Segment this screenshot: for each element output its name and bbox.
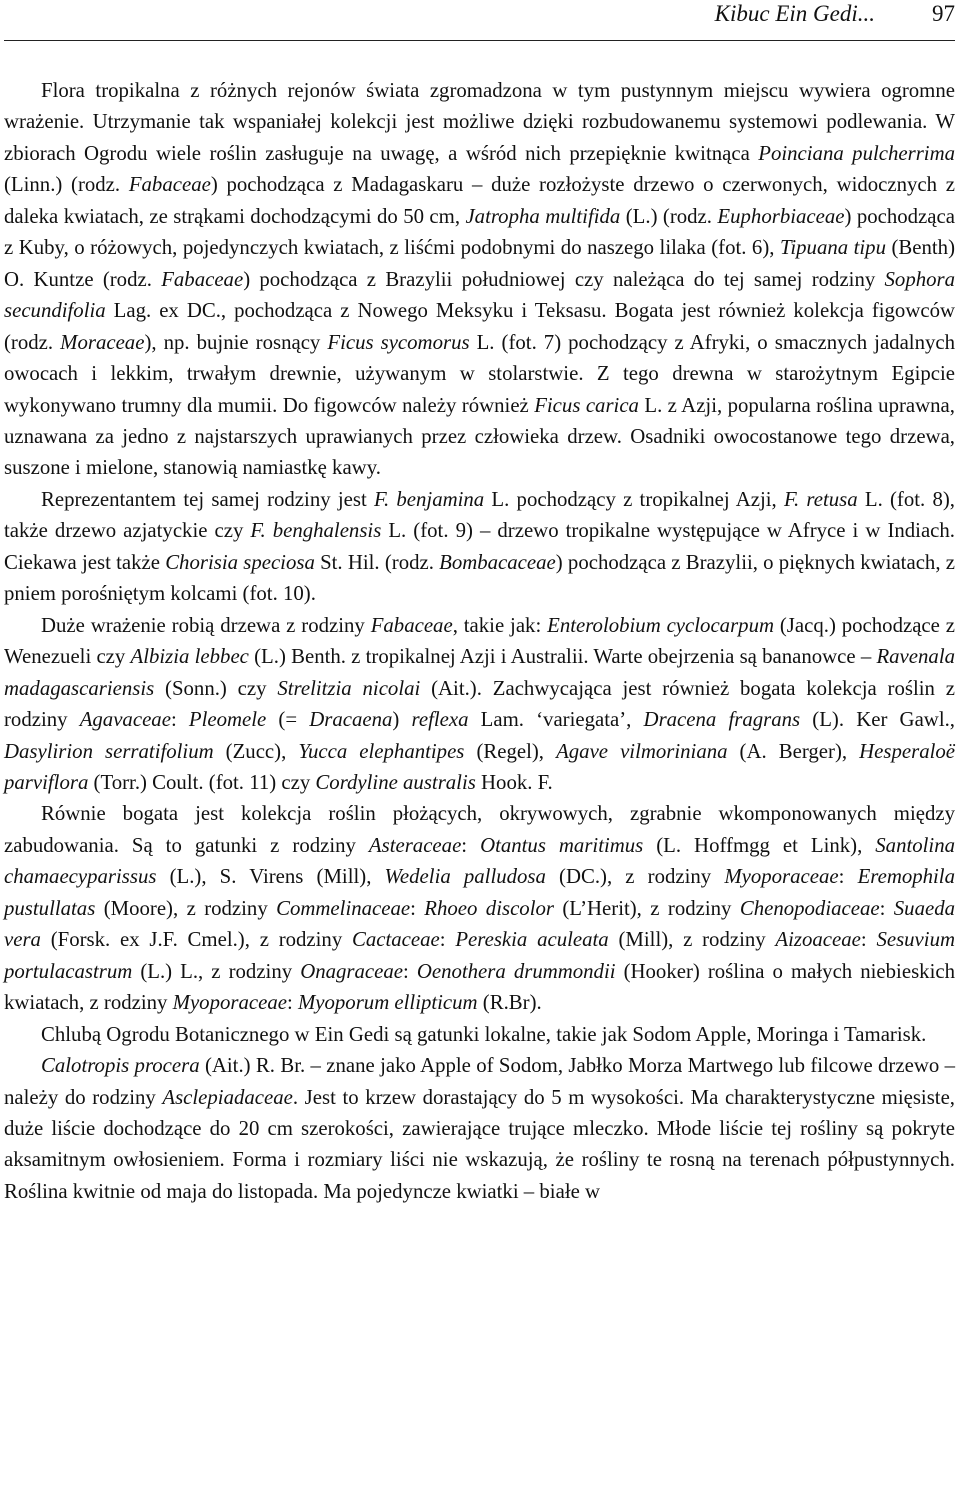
italic-text-run: Moraceae [60, 330, 145, 354]
italic-text-run: Sophora secundifolia [4, 267, 956, 323]
text-run: : [838, 865, 858, 889]
paragraph [4, 75, 955, 484]
text-run: : [410, 896, 425, 920]
italic-text-run: Pereskia aculeata [455, 928, 609, 952]
text-run: Flora tropikalna z różnych rejonów świata zgromadzona w tym pustynnym miejscu wywiera ogromne wrażenie. Utrzymanie tak wspaniałej kolekcji jest możliwe dzięki rozbudowanemu systemowi podlewania. W zbiorach Ogrodu wiele roślin zasługuje na uwagę, a wśród nich przepięknie kwitnąca [4, 79, 955, 165]
italic-text-run: Agavaceae [79, 708, 171, 732]
italic-text-run: F. benjamina [373, 487, 485, 511]
italic-text-run: Bombacaceae [439, 550, 556, 574]
italic-text-run: Ficus sycomorus [327, 330, 470, 354]
paragraph [4, 1050, 955, 1207]
italic-text-run: Aizoaceae [775, 928, 861, 952]
paragraph [4, 484, 955, 610]
text-run: ) pochodząca z Madagaskaru – duże rozłożyste drzewo o czerwonych, widocznych z daleka kwiatach, ze strąkami dochodzącymi do 50 cm, [4, 173, 955, 228]
text-run: ), np. bujnie rosnący [144, 330, 328, 354]
text-run: (= [266, 708, 310, 732]
paragraph [4, 610, 955, 799]
text-run: Chlubą Ogrodu Botanicznego w Ein Gedi są gatunki lokalne, takie jak Sodom Apple, Moringa i Tamarisk. [41, 1022, 927, 1046]
text-run: (Jacq.) pochodzące z Wenezueli czy [4, 613, 955, 669]
text-run: Równie bogata jest kolekcja roślin płożących, okrywowych, zgrabnie wkomponowanych między zabudowania. Są to gatunki z rodziny [4, 802, 955, 857]
text-run: : [860, 928, 877, 952]
italic-text-run: Euphorbiaceae [717, 204, 845, 228]
italic-text-run: Fabaceae [370, 613, 453, 637]
text-run: (Ait.). Zachwycająca jest również bogata kolekcja roślin z rodziny [4, 676, 955, 732]
italic-text-run: Asteraceae [368, 833, 462, 857]
text-run: L. pochodzący z tropikalnej Azji, [484, 487, 784, 511]
italic-text-run: Rhoeo discolor [424, 896, 554, 920]
text-run: : [170, 708, 189, 732]
text-run: (Mill), z rodziny [608, 928, 776, 952]
text-run: (L. Hoffmgg et Link), [643, 833, 876, 857]
italic-text-run: Sesuvium portulacastrum [4, 928, 955, 983]
italic-text-run: Fabaceae [161, 267, 244, 291]
italic-text-run: Chenopodiaceae [739, 896, 880, 920]
italic-text-run: Onagraceae [300, 959, 403, 983]
text-run: (Ait.) R. Br. – znane jako Apple of Sodom, Jabłko Morza Martwego lub filcowe drzewo – należy do rodziny [4, 1054, 955, 1109]
italic-text-run: Myoporaceae [724, 865, 839, 889]
italic-text-run: Albizia lebbec [130, 645, 249, 669]
italic-text-run: Myoporum ellipticum [297, 991, 478, 1015]
paragraph [4, 1019, 955, 1050]
text-run: L. (fot. 7) pochodzący z Afryki, o smacznych jadalnych owocach i lekkim, trwałym drewnie, używanym w stolarstwie. Z tego drewna w starożytnym Egipcie wykonywano trumny dla mumii. Do figowców należy również [4, 330, 956, 417]
text-run: (Linn.) (rodz. [4, 173, 129, 197]
text-run: , takie jak: [452, 613, 548, 637]
italic-text-run: Dracaena [309, 708, 393, 732]
text-run: (Benth) O. Kuntze (rodz. [4, 236, 955, 291]
text-run: Lam. ‘variegata’, [468, 708, 644, 732]
text-run: (Zucc), [213, 739, 299, 763]
italic-text-run: Agave vilmoriniana [556, 739, 728, 763]
text-run: L. (fot. 9) – drzewo tropikalne występujące w Afryce i w Indiach. Ciekawa jest także [4, 519, 956, 574]
italic-text-run: Jatropha multifida [465, 204, 621, 228]
italic-text-run: F. benghalensis [250, 519, 382, 543]
italic-text-run: Chorisia speciosa [165, 550, 315, 574]
italic-text-run: Fabaceae [128, 173, 211, 197]
text-run: . Jest to krzew dorastający do 5 m wysokości. Ma charakterystyczne mięsiste, duże liście dochodzące do 20 cm szerokości, zawierające trujące mleczko. Młode liście tej rośliny są pokryte aksamitnym owłosieniem. Forma i rozmiary liści nie wskazują, że rośliny te rosną na terenach półpustynnych. Roślina kwitnie od maja do listopada. Ma pojedyncze kwiatki – białe w [4, 1085, 955, 1203]
text-run: ) pochodząca z Brazylii południowej czy należąca do tej samej rodziny [243, 267, 885, 291]
text-run: ) pochodząca z Brazylii, o pięknych kwiatach, z pniem porośniętym kolcami (fot. 10). [4, 550, 955, 606]
running-header [4, 0, 955, 41]
text-run: (Hooker) roślina o małych niebieskich kwiatach, z rodziny [4, 959, 955, 1015]
page-number: 97 [932, 1, 955, 26]
italic-text-run: Oenothera drummondii [416, 959, 616, 983]
text-run: (DC.), z rodziny [545, 865, 725, 889]
italic-text-run: Ravenala madagascariensis [4, 645, 955, 700]
text-run: : [879, 896, 894, 920]
italic-text-run: Suaeda vera [4, 896, 955, 952]
text-run: Hook. F. [475, 770, 553, 794]
text-run: ) pochodząca z Kuby, o różowych, pojedynczych kwiatach, z liśćmi podobnymi do naszego lilaka (fot. 6), [4, 204, 955, 260]
italic-text-run: Asclepiadaceae [162, 1085, 293, 1109]
body-text [4, 75, 955, 1207]
italic-text-run: Wedelia palludosa [384, 865, 546, 889]
italic-text-run: Pleomele [188, 708, 267, 732]
text-run: L. z Azji, popularna roślina uprawna, uznawana za jedno z najstarszych uprawianych przez człowieka drzew. Osadniki owocostanowe tego drzewa, suszone i mielone, stanowią namiastkę kawy. [4, 393, 955, 480]
text-run: (L.) (rodz. [620, 204, 718, 228]
text-run: Duże wrażenie robią drzewa z rodziny [41, 613, 371, 637]
text-run: Lag. ex DC., pochodząca z Nowego Meksyku i Teksasu. Bogata jest również kolekcja figowców (rodz. [4, 299, 955, 354]
text-run: (L’Herit), z rodziny [553, 896, 740, 920]
text-run: : [439, 928, 456, 952]
text-run: St. Hil. (rodz. [314, 550, 440, 574]
italic-text-run: Calotropis procera [41, 1054, 200, 1078]
text-run: L. (fot. 8), także drzewo azjatyckie czy [4, 487, 955, 543]
text-run: (L). Ker Gawl., [800, 708, 956, 732]
text-run: (L.), S. Virens (Mill), [156, 865, 385, 889]
text-run: (Torr.) Coult. (fot. 11) czy [88, 770, 316, 794]
text-run: (R.Br). [477, 991, 542, 1015]
italic-text-run: Yucca elephantipes [298, 739, 465, 763]
text-run: : [402, 959, 417, 983]
text-run: ) [392, 708, 412, 732]
italic-text-run: Poinciana pulcherrima [758, 141, 955, 165]
italic-text-run: F. retusa [783, 487, 858, 511]
italic-text-run: Santolina chamaecyparissus [4, 833, 956, 889]
text-run: : [286, 991, 298, 1015]
italic-text-run: Ficus carica [534, 393, 639, 417]
italic-text-run: Enterolobium cyclocarpum [547, 613, 774, 637]
text-run: (Forsk. ex J.F. Cmel.), z rodziny [40, 928, 352, 952]
italic-text-run: Cordyline australis [315, 770, 476, 794]
italic-text-run: Eremophila pustullatas [4, 865, 955, 920]
italic-text-run: Tipuana tipu [779, 236, 886, 260]
text-run: (L.) Benth. z tropikalnej Azji i Australii. Warte obejrzenia są bananowce – [248, 645, 877, 669]
paragraph [4, 798, 955, 1018]
italic-text-run: Dracena fragrans [643, 708, 801, 732]
italic-text-run: Dasylirion serratifolium [4, 739, 214, 763]
italic-text-run: Hesperaloë parviflora [4, 739, 955, 794]
text-run: (Sonn.) czy [154, 676, 278, 700]
text-run: (A. Berger), [727, 739, 860, 763]
italic-text-run: Otantus maritimus [480, 833, 644, 857]
text-run: (Moore), z rodziny [95, 896, 277, 920]
text-run: (Regel), [464, 739, 557, 763]
text-run: Reprezentantem tej samej rodziny jest [41, 487, 374, 511]
text-run: (L.) L., z rodziny [132, 959, 301, 983]
text-run: : [461, 833, 481, 857]
italic-text-run: Strelitzia nicolai [277, 676, 421, 700]
italic-text-run: Commelinaceae [276, 896, 411, 920]
italic-text-run: Cactaceae [352, 928, 440, 952]
running-title: Kibuc Ein Gedi... [714, 1, 875, 26]
document-page [4, 0, 955, 1512]
italic-text-run: Myoporaceae [172, 991, 287, 1015]
italic-text-run: reflexa [411, 708, 469, 732]
